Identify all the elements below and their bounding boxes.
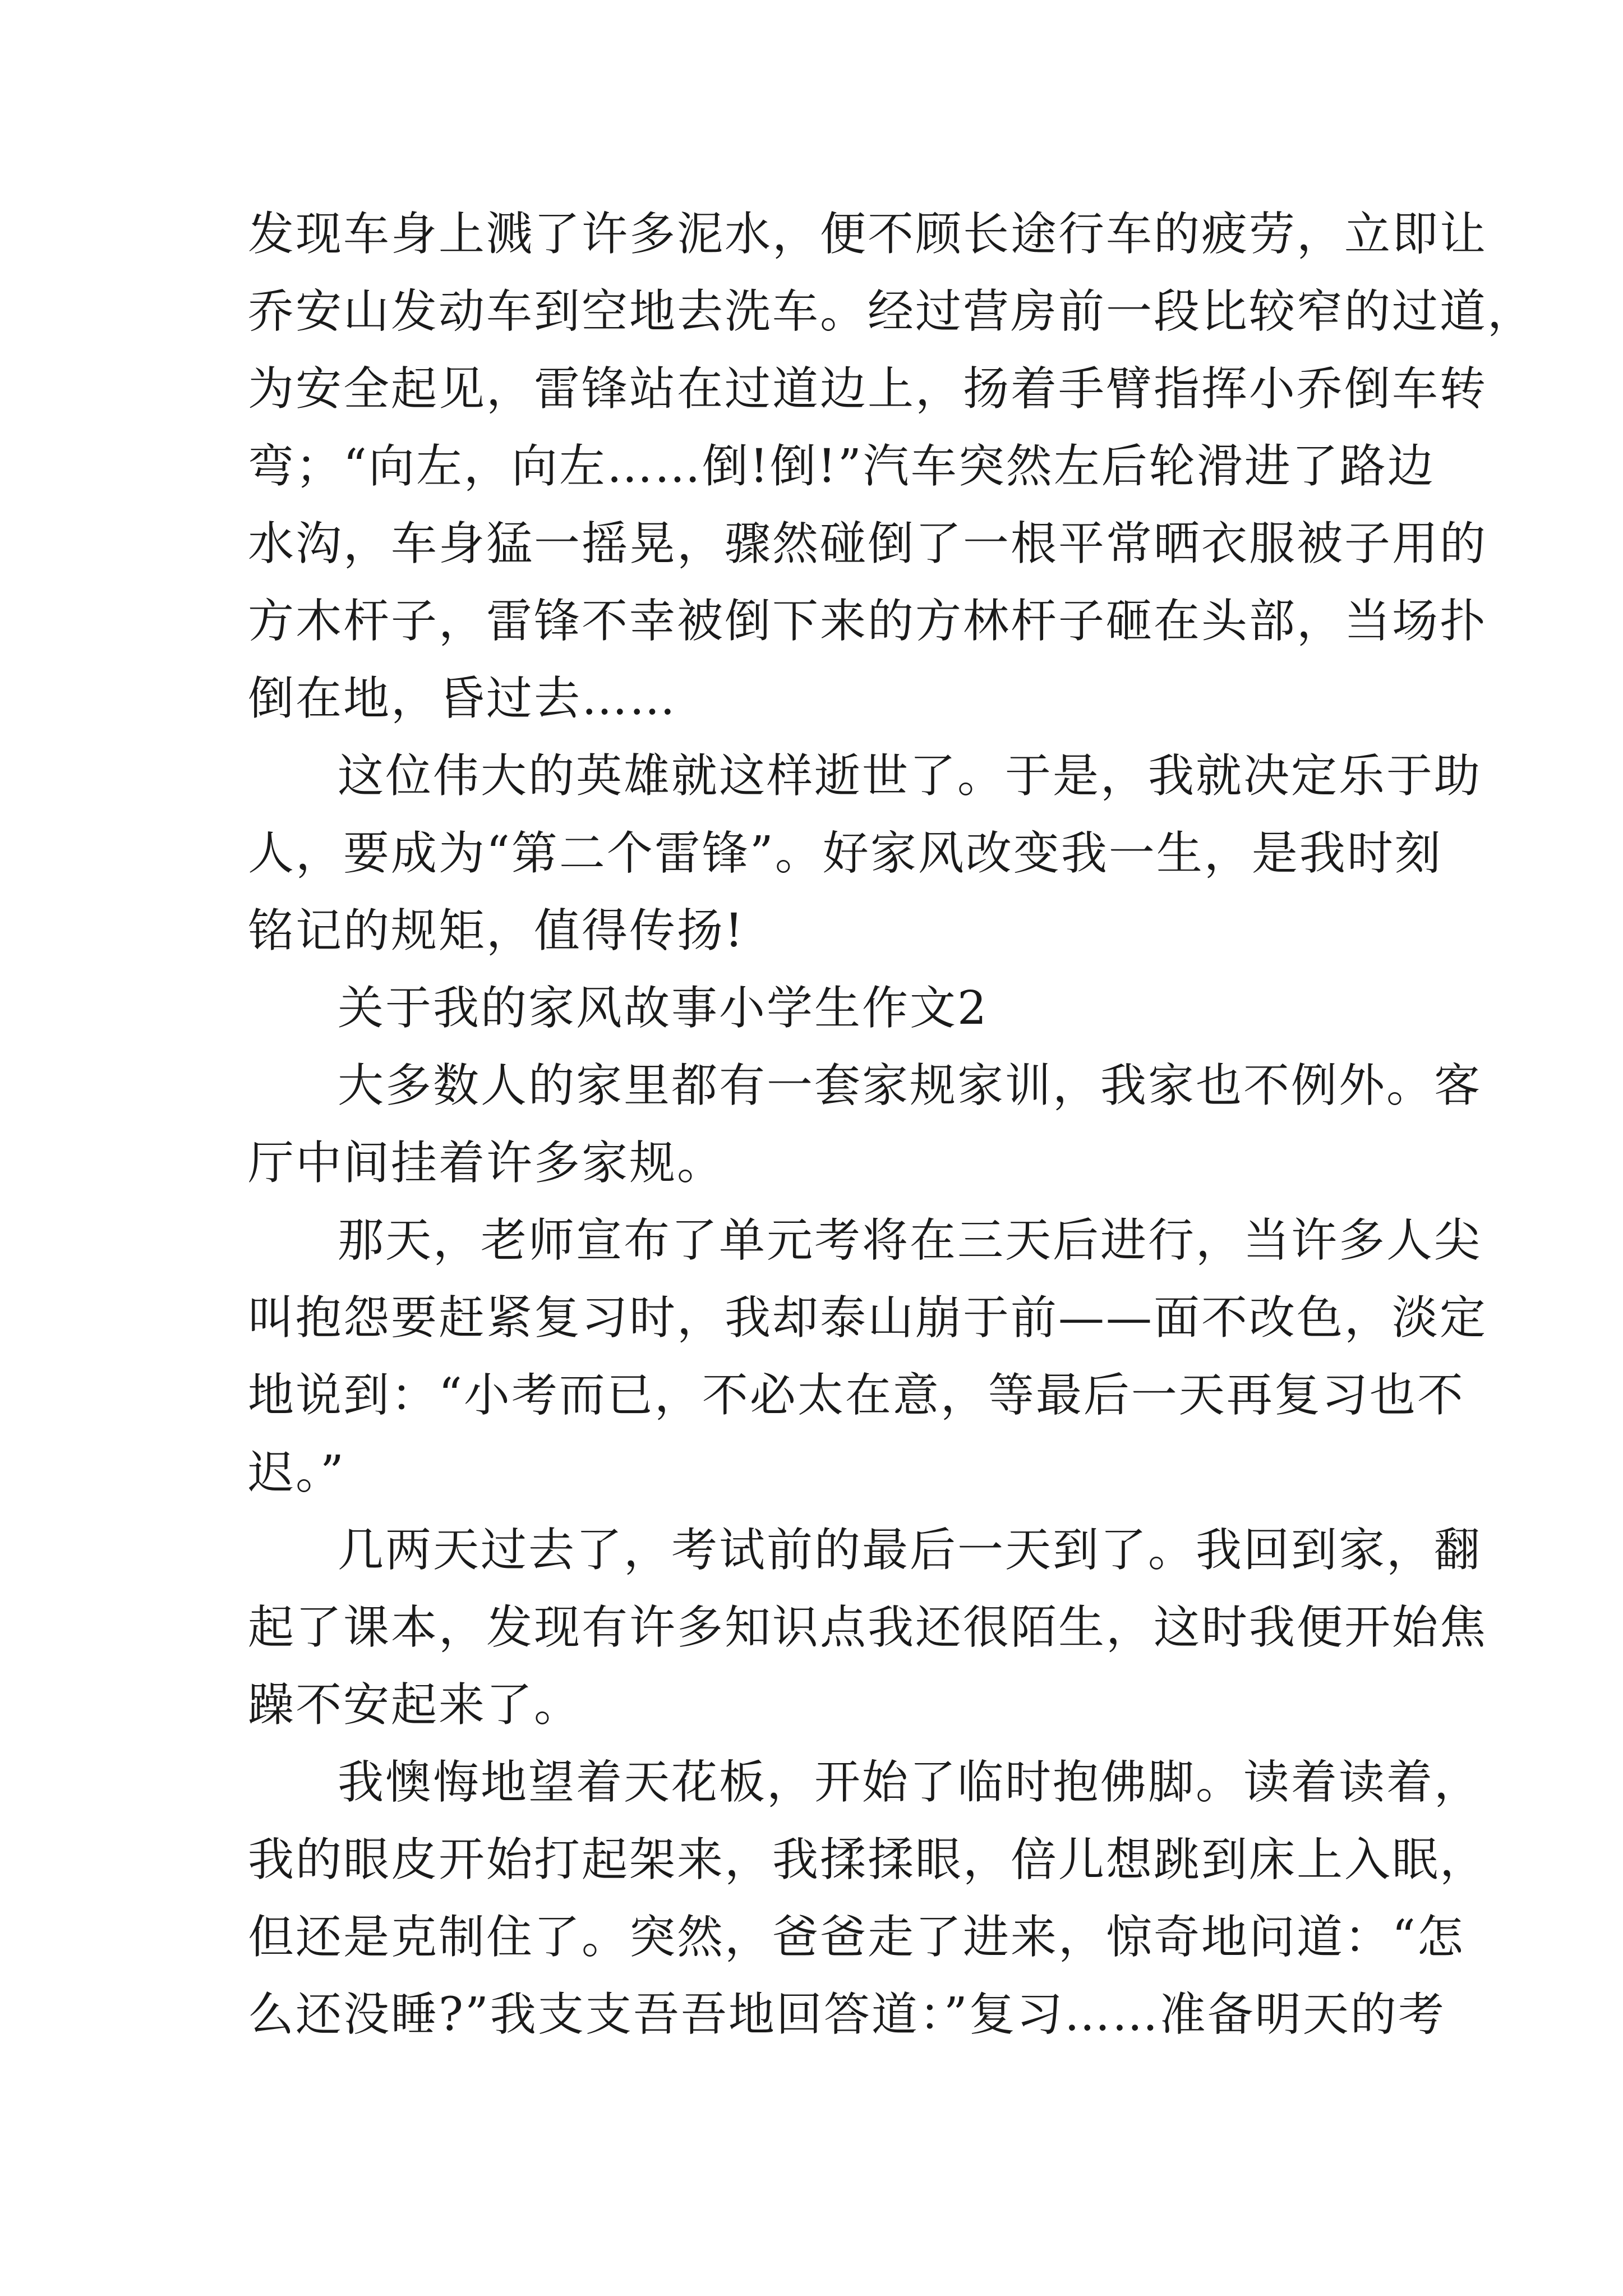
text-line: 发现车身上溅了许多泥水，便不顾长途行车的疲劳，立即让	[248, 208, 1488, 261]
text-line: 么还没睡?”我支支吾吾地回答道：”复习……准备明天的考	[248, 1988, 1446, 2041]
text-line: 但还是克制住了。突然，爸爸走了进来，惊奇地问道：“怎	[248, 1911, 1465, 1964]
text-line: 这位伟大的英雄就这样逝世了。于是，我就决定乐于助	[338, 749, 1482, 803]
section-heading: 关于我的家风故事小学生作文2	[338, 982, 989, 1035]
text-line: 水沟，车身猛一摇晃，骤然碰倒了一根平常晒衣服被子用的	[248, 517, 1488, 570]
text-line: 那天，老师宣布了单元考将在三天后进行，当许多人尖	[338, 1214, 1482, 1267]
text-line: 铭记的规矩，值得传扬!	[248, 904, 745, 958]
text-line: 几两天过去了，考试前的最后一天到了。我回到家，翻	[338, 1524, 1482, 1577]
text-line: 叫抱怨要赶紧复习时，我却泰山崩于前——面不改色，淡定	[248, 1291, 1488, 1345]
text-line: 倒在地，昏过去……	[248, 672, 677, 725]
text-line: 起了课本，发现有许多知识点我还很陌生，这时我便开始焦	[248, 1601, 1488, 1654]
text-line: 躁不安起来了。	[248, 1678, 582, 1732]
text-line: 乔安山发动车到空地去洗车。经过营房前一段比较窄的过道，	[248, 285, 1536, 338]
text-line: 厅中间挂着许多家规。	[248, 1137, 725, 1190]
text-line: 大多数人的家里都有一套家规家训，我家也不例外。客	[338, 1059, 1482, 1112]
text-line: 方木杆子，雷锋不幸被倒下来的方林杆子砸在头部，当场扑	[248, 595, 1488, 648]
text-line: 地说到：“小考而已，不必太在意，等最后一天再复习也不	[248, 1369, 1465, 1422]
text-line: 人，要成为“第二个雷锋”。好家风改变我一生，是我时刻	[248, 827, 1442, 880]
text-line: 我的眼皮开始打起架来，我揉揉眼，倍儿想跳到床上入眠，	[248, 1833, 1488, 1887]
text-line: 为安全起见，雷锋站在过道边上，扬着手臂指挥小乔倒车转	[248, 362, 1488, 416]
text-line: 我懊悔地望着天花板，开始了临时抱佛脚。读着读着，	[338, 1756, 1482, 1809]
text-line: 迟。”	[248, 1446, 345, 1499]
text-line: 弯；“向左，向左……倒!倒!”汽车突然左后轮滑进了路边	[248, 440, 1435, 493]
